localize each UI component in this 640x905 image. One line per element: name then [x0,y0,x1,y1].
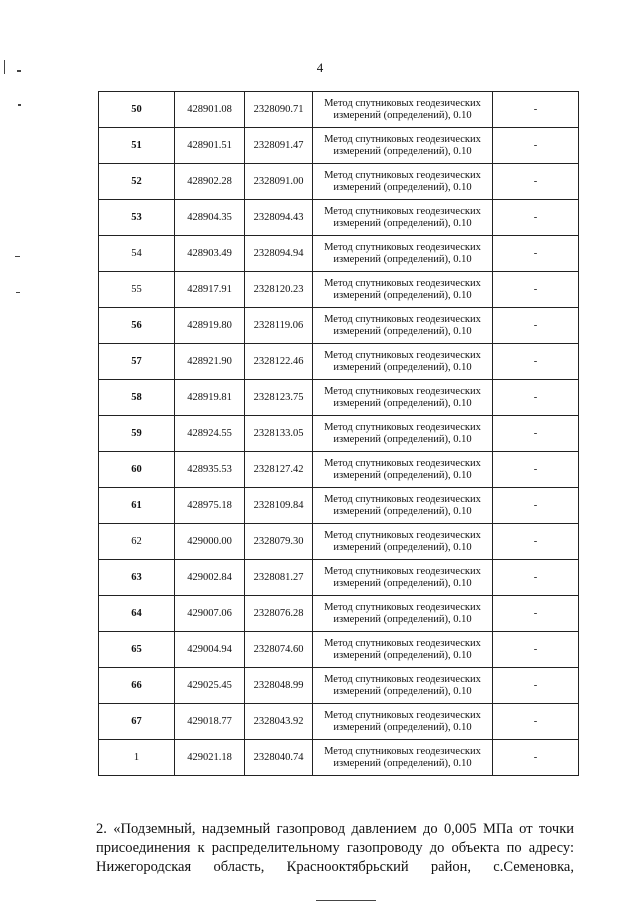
method-cell [313,416,493,452]
scan-mark [316,900,376,901]
extra-cell: - [493,632,579,668]
method-line-2: измерений (определений), 0.10 [333,685,472,697]
point-number: 64 [99,596,175,632]
method-line-1: Метод спутниковых геодезических [324,745,481,757]
table-row [99,308,579,344]
coordinate-x: 428901.51 [175,128,245,164]
point-number: 63 [99,560,175,596]
method-cell [313,164,493,200]
extra-cell: - [493,416,579,452]
table-row [99,92,579,128]
method-cell [313,452,493,488]
method-line-2: измерений (определений), 0.10 [333,505,472,517]
method-line-2: измерений (определений), 0.10 [333,325,472,337]
coordinate-y: 2328123.75 [245,380,313,416]
extra-cell: - [493,92,579,128]
method-line-1: Метод спутниковых геодезических [324,673,481,685]
method-line-2: измерений (определений), 0.10 [333,721,472,733]
extra-cell: - [493,128,579,164]
method-line-2: измерений (определений), 0.10 [333,109,472,121]
method-line-1: Метод спутниковых геодезических [324,601,481,613]
coordinate-y: 2328091.00 [245,164,313,200]
method-line-1: Метод спутниковых геодезических [324,241,481,253]
table-row [99,380,579,416]
coordinate-x: 428904.35 [175,200,245,236]
method-cell [313,128,493,164]
coordinate-x: 428903.49 [175,236,245,272]
table-row [99,236,579,272]
table-row [99,740,579,776]
paragraph-line: 2. «Подземный, надземный газопровод давлением до 0,005 МПа от точки [96,821,574,837]
extra-cell: - [493,308,579,344]
method-cell [313,488,493,524]
table-row [99,344,579,380]
point-number: 54 [99,236,175,272]
scan-mark [4,60,5,74]
method-cell [313,740,493,776]
point-number: 55 [99,272,175,308]
method-line-1: Метод спутниковых геодезических [324,709,481,721]
coordinate-x: 428917.91 [175,272,245,308]
extra-cell: - [493,596,579,632]
page-number: 4 [316,60,324,75]
method-line-1: Метод спутниковых геодезических [324,493,481,505]
point-number: 51 [99,128,175,164]
paragraph-line: присоединения к распределительному газопроводу до объекта по адресу: [96,840,574,856]
coordinate-x: 429002.84 [175,560,245,596]
coordinate-y: 2328043.92 [245,704,313,740]
table-row [99,452,579,488]
coordinate-y: 2328076.28 [245,596,313,632]
scan-mark [15,256,20,257]
table-row [99,272,579,308]
section-2-paragraph [96,820,574,877]
coordinates-table [98,91,579,776]
extra-cell: - [493,740,579,776]
coordinate-y: 2328079.30 [245,524,313,560]
method-line-2: измерений (определений), 0.10 [333,433,472,445]
coordinate-y: 2328074.60 [245,632,313,668]
coordinate-y: 2328081.27 [245,560,313,596]
table-row [99,164,579,200]
extra-cell: - [493,524,579,560]
method-line-2: измерений (определений), 0.10 [333,217,472,229]
table-row [99,200,579,236]
coordinate-x: 428902.28 [175,164,245,200]
coordinate-y: 2328133.05 [245,416,313,452]
point-number: 66 [99,668,175,704]
method-line-1: Метод спутниковых геодезических [324,529,481,541]
method-cell [313,92,493,128]
extra-cell: - [493,704,579,740]
coordinate-x: 428975.18 [175,488,245,524]
point-number: 50 [99,92,175,128]
method-line-1: Метод спутниковых геодезических [324,385,481,397]
point-number: 1 [99,740,175,776]
extra-cell: - [493,452,579,488]
coordinate-y: 2328122.46 [245,344,313,380]
point-number: 67 [99,704,175,740]
coordinate-x: 429018.77 [175,704,245,740]
coordinate-y: 2328091.47 [245,128,313,164]
method-line-2: измерений (определений), 0.10 [333,757,472,769]
coordinate-x: 428924.55 [175,416,245,452]
point-number: 53 [99,200,175,236]
table-row [99,524,579,560]
point-number: 62 [99,524,175,560]
method-line-2: измерений (определений), 0.10 [333,145,472,157]
method-cell [313,272,493,308]
table-row [99,596,579,632]
coordinate-x: 429021.18 [175,740,245,776]
coordinate-x: 428919.80 [175,308,245,344]
coordinate-y: 2328120.23 [245,272,313,308]
point-number: 56 [99,308,175,344]
method-line-1: Метод спутниковых геодезических [324,421,481,433]
method-line-1: Метод спутниковых геодезических [324,349,481,361]
method-line-2: измерений (определений), 0.10 [333,253,472,265]
coordinate-x: 428921.90 [175,344,245,380]
method-line-2: измерений (определений), 0.10 [333,361,472,373]
extra-cell: - [493,236,579,272]
extra-cell: - [493,200,579,236]
method-cell [313,308,493,344]
method-line-2: измерений (определений), 0.10 [333,469,472,481]
method-line-1: Метод спутниковых геодезических [324,169,481,181]
coordinate-x: 429007.06 [175,596,245,632]
coordinate-y: 2328090.71 [245,92,313,128]
method-line-2: измерений (определений), 0.10 [333,397,472,409]
method-cell [313,596,493,632]
extra-cell: - [493,164,579,200]
method-line-2: измерений (определений), 0.10 [333,613,472,625]
method-line-1: Метод спутниковых геодезических [324,457,481,469]
coordinate-y: 2328119.06 [245,308,313,344]
coordinate-x: 428901.08 [175,92,245,128]
extra-cell: - [493,560,579,596]
method-cell [313,236,493,272]
method-cell [313,632,493,668]
table-row [99,560,579,596]
method-cell [313,704,493,740]
extra-cell: - [493,272,579,308]
table-row [99,632,579,668]
method-line-2: измерений (определений), 0.10 [333,181,472,193]
method-cell [313,668,493,704]
method-line-1: Метод спутниковых геодезических [324,637,481,649]
method-line-2: измерений (определений), 0.10 [333,541,472,553]
scan-mark [16,292,20,293]
method-line-1: Метод спутниковых геодезических [324,133,481,145]
method-cell [313,200,493,236]
table-row [99,488,579,524]
coordinate-y: 2328094.43 [245,200,313,236]
method-cell [313,344,493,380]
coordinate-x: 428935.53 [175,452,245,488]
method-line-2: измерений (определений), 0.10 [333,577,472,589]
point-number: 59 [99,416,175,452]
point-number: 57 [99,344,175,380]
coordinate-y: 2328109.84 [245,488,313,524]
method-line-1: Метод спутниковых геодезических [324,313,481,325]
method-line-2: измерений (определений), 0.10 [333,649,472,661]
extra-cell: - [493,668,579,704]
method-line-1: Метод спутниковых геодезических [324,97,481,109]
paragraph-line: Нижегородская область, Краснооктябрьский район, с.Семеновка, [96,859,574,875]
method-line-2: измерений (определений), 0.10 [333,289,472,301]
extra-cell: - [493,380,579,416]
table-row [99,704,579,740]
coordinate-x: 429004.94 [175,632,245,668]
scan-mark [18,104,21,106]
scan-mark [17,70,21,72]
point-number: 58 [99,380,175,416]
method-cell [313,380,493,416]
coordinate-y: 2328094.94 [245,236,313,272]
method-line-1: Метод спутниковых геодезических [324,205,481,217]
coordinate-y: 2328127.42 [245,452,313,488]
coordinates-table-body [99,92,579,776]
method-line-1: Метод спутниковых геодезических [324,565,481,577]
coordinate-y: 2328048.99 [245,668,313,704]
coordinate-x: 429000.00 [175,524,245,560]
point-number: 52 [99,164,175,200]
coordinate-x: 429025.45 [175,668,245,704]
coordinate-y: 2328040.74 [245,740,313,776]
coordinate-x: 428919.81 [175,380,245,416]
table-row [99,416,579,452]
point-number: 61 [99,488,175,524]
point-number: 65 [99,632,175,668]
method-cell [313,524,493,560]
extra-cell: - [493,344,579,380]
extra-cell: - [493,488,579,524]
point-number: 60 [99,452,175,488]
table-row [99,128,579,164]
method-cell [313,560,493,596]
table-row [99,668,579,704]
method-line-1: Метод спутниковых геодезических [324,277,481,289]
